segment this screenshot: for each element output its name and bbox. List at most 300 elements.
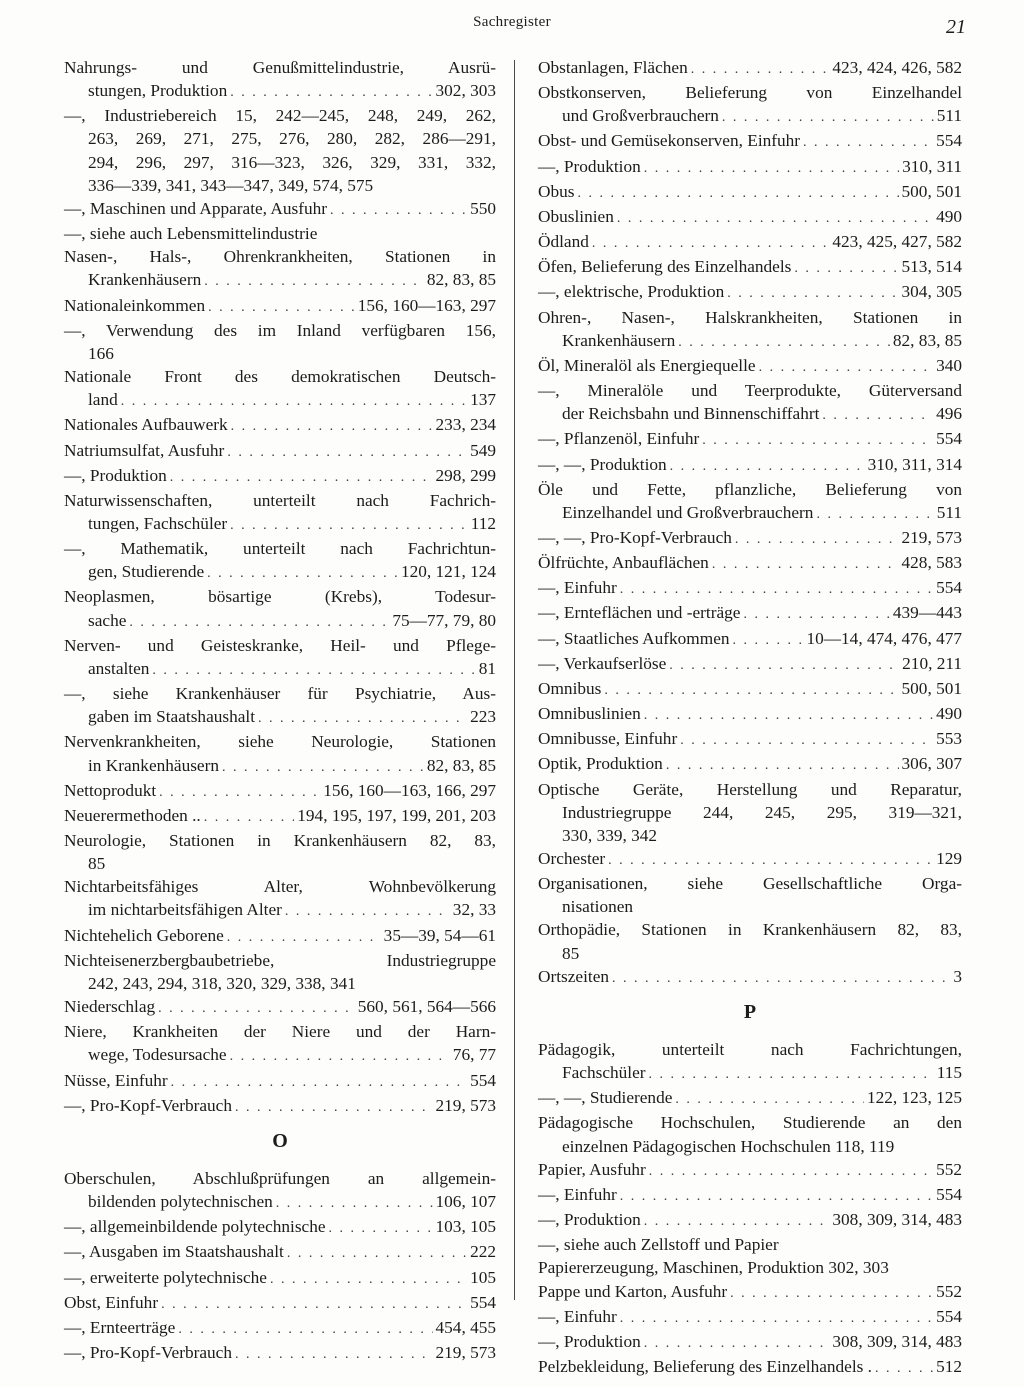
index-entry xyxy=(64,682,496,730)
page-references: 554 xyxy=(936,131,962,151)
page-references: 308, 309, 314, 483 xyxy=(832,1331,962,1351)
index-locator-line xyxy=(538,601,962,626)
index-locator-line xyxy=(538,1086,962,1111)
index-term-text: gen, Studierende xyxy=(88,562,205,582)
index-entry xyxy=(64,1020,496,1068)
dot-leader xyxy=(722,106,934,129)
index-entry xyxy=(64,1341,496,1366)
page-references: 512 xyxy=(936,1356,962,1376)
page-references: 3 xyxy=(953,966,962,986)
index-locator-line xyxy=(538,129,962,154)
dot-leader xyxy=(170,466,433,489)
index-entry-heading: Organisationen, siehe Gesellschaftliche Orga- xyxy=(538,874,962,894)
index-entry xyxy=(64,634,496,682)
index-locator-line xyxy=(538,551,962,576)
index-entry-heading: Nichteisenerzbergbaubetriebe, Industriegruppe xyxy=(64,950,496,970)
index-locator-line xyxy=(538,453,962,478)
dot-leader xyxy=(612,967,950,990)
index-locator-line xyxy=(538,155,962,180)
index-entry-heading: Niere, Krankheiten der Niere und der Harn- xyxy=(64,1022,496,1042)
dot-leader xyxy=(822,404,933,427)
index-entry xyxy=(538,601,962,626)
dot-leader xyxy=(329,1217,433,1240)
index-term-text: tungen, Fachschüler xyxy=(88,513,228,533)
index-entry-heading: Neoplasmen, bösartige (Krebs), Todesur- xyxy=(64,587,496,607)
index-locator-line xyxy=(538,1158,962,1183)
index-term-text: Nationaleinkommen xyxy=(64,295,206,315)
dot-leader xyxy=(794,257,898,280)
index-locator-line xyxy=(538,1305,962,1330)
page-references: 500, 501 xyxy=(901,678,962,698)
index-entry xyxy=(64,730,496,778)
dot-leader xyxy=(227,926,381,949)
index-entry xyxy=(64,779,496,804)
index-locator-line xyxy=(64,1043,496,1068)
index-entry-heading: —, Mathematik, unterteilt nach Fachrichtun- xyxy=(64,539,496,559)
dot-leader xyxy=(161,1293,467,1316)
dot-leader xyxy=(171,1071,467,1094)
page-references: 306, 307 xyxy=(901,754,962,774)
index-entry xyxy=(538,81,962,129)
page-references: 554 xyxy=(936,429,962,449)
page-references: 302, 303 xyxy=(435,81,496,101)
index-locator-line xyxy=(64,1190,496,1215)
index-term-text: —, elektrische, Produktion xyxy=(538,282,725,302)
dot-leader xyxy=(620,1307,933,1330)
index-term-text: Nationales Aufbauwerk xyxy=(64,415,228,435)
page-references: 219, 573 xyxy=(901,527,962,547)
index-locator-line xyxy=(64,79,496,104)
index-entry-continuation: 85 xyxy=(562,943,580,963)
index-locator-line xyxy=(538,576,962,601)
index-locator-line xyxy=(64,1094,496,1119)
index-term-text: Fachschüler xyxy=(562,1063,646,1083)
index-entry xyxy=(64,222,496,245)
page-references: 233, 234 xyxy=(435,415,496,435)
index-locator-line xyxy=(538,427,962,452)
index-entry-heading: —, Mineralöle und Teerprodukte, Güterversand xyxy=(538,381,962,401)
index-locator-line xyxy=(64,657,496,682)
index-locator-line xyxy=(538,1183,962,1208)
index-entry xyxy=(538,1038,962,1086)
index-locator-line xyxy=(538,1330,962,1355)
index-entry-continuation: 85 xyxy=(88,854,106,874)
index-locator-line xyxy=(64,512,496,537)
page-references: 552 xyxy=(936,1281,962,1301)
dot-leader xyxy=(644,157,899,180)
index-term-text: —, Ernteerträge xyxy=(64,1317,176,1337)
dot-leader xyxy=(121,390,467,413)
index-entry xyxy=(538,727,962,752)
page-references: 82, 83, 85 xyxy=(892,330,962,350)
dot-leader xyxy=(204,270,424,293)
index-term-text: Öfen, Belieferung des Einzelhandels xyxy=(538,257,792,277)
index-term-text: Ölfrüchte, Anbauflächen xyxy=(538,553,709,573)
index-term-text: —, Produktion xyxy=(538,1210,641,1230)
index-term-text: Omnibusse, Einfuhr xyxy=(538,729,678,749)
index-entry xyxy=(538,752,962,777)
index-entry xyxy=(538,526,962,551)
dot-leader xyxy=(231,415,433,438)
index-entry xyxy=(538,1355,962,1380)
index-locator-line xyxy=(64,268,496,293)
index-term-text: —, Pro-Kopf-Verbrauch xyxy=(64,1342,232,1362)
page-references: 120, 121, 124 xyxy=(400,562,496,582)
index-entry-heading: Nasen-, Hals-, Ohrenkrankheiten, Stationen in xyxy=(64,247,496,267)
index-entry-continuation: nisationen xyxy=(562,897,634,917)
index-entry xyxy=(538,379,962,427)
index-entry-heading: Pädagogik, unterteilt nach Fachrichtungen, xyxy=(538,1039,962,1059)
page-references: 112 xyxy=(470,513,496,533)
index-term-text: im nichtarbeitsfähigen Alter xyxy=(88,900,282,920)
index-entry xyxy=(64,413,496,438)
index-entry xyxy=(538,1086,962,1111)
index-entry xyxy=(538,551,962,576)
page-references: 308, 309, 314, 483 xyxy=(832,1210,962,1230)
index-locator-line xyxy=(538,1355,962,1380)
dot-leader xyxy=(670,455,865,478)
dot-leader xyxy=(620,1185,933,1208)
index-entry xyxy=(64,949,496,995)
dot-leader xyxy=(276,1192,433,1215)
page-references: 553 xyxy=(936,729,962,749)
dot-leader xyxy=(330,199,467,222)
index-term-text: —, allgemeinbildende polytechnische xyxy=(64,1217,326,1237)
index-locator-line xyxy=(538,104,962,129)
page-references: 10—14, 474, 476, 477 xyxy=(806,628,962,648)
index-term-text: Nettoprodukt xyxy=(64,780,157,800)
index-locator-line xyxy=(64,1316,496,1341)
dot-leader xyxy=(230,514,468,537)
index-entry xyxy=(538,255,962,280)
index-term-text: Krankenhäusern xyxy=(88,270,202,290)
index-entry xyxy=(64,1266,496,1291)
index-term-text: —, Einfuhr xyxy=(538,1306,617,1326)
index-locator-line xyxy=(64,294,496,319)
index-column-left xyxy=(64,56,496,1366)
page-references: 554 xyxy=(470,1070,496,1090)
index-term-text: —, Staatliches Aufkommen xyxy=(538,628,730,648)
page-references: 223 xyxy=(470,707,496,727)
dot-leader xyxy=(735,528,899,551)
index-term-text: der Reichsbahn und Binnenschiffahrt xyxy=(562,404,820,424)
index-entry xyxy=(64,1069,496,1094)
index-term-text: Neuerermethoden .. xyxy=(64,805,201,825)
index-entry xyxy=(64,464,496,489)
index-term-text: —, Pro-Kopf-Verbrauch xyxy=(64,1095,232,1115)
dot-leader xyxy=(230,1045,450,1068)
index-locator-line xyxy=(64,779,496,804)
index-term-text: Niederschlag xyxy=(64,997,156,1017)
index-term-text: in Krankenhäusern xyxy=(88,755,220,775)
index-entry-continuation: einzelnen Pädagogischen Hochschulen 118, 119 xyxy=(562,1136,895,1156)
index-locator-line xyxy=(538,180,962,205)
index-term-text: Obst, Einfuhr xyxy=(64,1292,159,1312)
index-entry-continuation: 242, 243, 294, 318, 320, 329, 338, 341 xyxy=(88,973,356,993)
page-references: 560, 561, 564—566 xyxy=(357,997,496,1017)
index-entry xyxy=(64,197,496,222)
dot-leader xyxy=(675,1088,864,1111)
index-entry xyxy=(538,1305,962,1330)
index-entry xyxy=(538,230,962,255)
dot-leader xyxy=(270,1268,467,1291)
dot-leader xyxy=(158,997,355,1020)
index-entry xyxy=(538,652,962,677)
page-references: 222 xyxy=(470,1242,496,1262)
dot-leader xyxy=(208,296,355,319)
index-term-text: —, —, Studierende xyxy=(538,1088,673,1108)
index-entry xyxy=(538,576,962,601)
dot-leader xyxy=(178,1318,432,1341)
dot-leader xyxy=(730,1282,933,1305)
index-entry xyxy=(538,1330,962,1355)
page-references: 423, 425, 427, 582 xyxy=(832,232,962,252)
index-term-text: Obstanlagen, Flächen xyxy=(538,58,688,77)
index-locator-line xyxy=(538,727,962,752)
index-entry xyxy=(64,104,496,197)
page-references: 423, 424, 426, 582 xyxy=(832,58,962,77)
index-entry xyxy=(538,847,962,872)
index-entry xyxy=(64,365,496,413)
index-term-text: —, —, Produktion xyxy=(538,454,667,474)
index-entry xyxy=(64,294,496,319)
page-references: 428, 583 xyxy=(901,553,962,573)
page-references: 500, 501 xyxy=(901,181,962,201)
index-locator-line xyxy=(538,255,962,280)
index-locator-line xyxy=(538,230,962,255)
index-entry-heading: Ohren-, Nasen-, Halskrankheiten, Stationen in xyxy=(538,307,962,327)
page-references: 81 xyxy=(478,658,496,678)
index-locator-line xyxy=(64,1240,496,1265)
index-entry xyxy=(538,129,962,154)
index-entry xyxy=(538,478,962,526)
index-entry xyxy=(538,1183,962,1208)
index-term-text: —, Einfuhr xyxy=(538,1184,617,1204)
index-entry-heading: —, siehe auch Zellstoff und Papier xyxy=(538,1235,779,1255)
dot-leader xyxy=(258,707,467,730)
index-locator-line xyxy=(538,526,962,551)
page-references: 490 xyxy=(936,206,962,226)
dot-leader xyxy=(649,1063,934,1086)
index-entry-heading: Obstkonserven, Belieferung von Einzelhandel xyxy=(538,83,962,103)
dot-leader xyxy=(129,611,389,634)
page-references: 554 xyxy=(936,1184,962,1204)
dot-leader xyxy=(816,503,933,526)
index-entry xyxy=(538,56,962,81)
index-locator-line xyxy=(64,1341,496,1366)
index-locator-line xyxy=(64,898,496,923)
index-locator-line xyxy=(64,754,496,779)
index-entry xyxy=(538,180,962,205)
index-entry-heading: Öle und Fette, pflanzliche, Belieferung von xyxy=(538,479,962,499)
index-locator-line xyxy=(538,652,962,677)
index-entry xyxy=(538,872,962,918)
index-entry xyxy=(64,1167,496,1215)
index-term-text: wege, Todesursache xyxy=(88,1045,227,1065)
index-entry xyxy=(538,702,962,727)
index-entry-heading: Nationale Front des demokratischen Deutsch- xyxy=(64,367,496,387)
dot-leader xyxy=(152,659,475,682)
index-entry-heading: Optische Geräte, Herstellung und Reparatur, xyxy=(538,779,962,799)
index-term-text: Papier, Ausfuhr xyxy=(538,1159,646,1179)
dot-leader xyxy=(666,754,899,777)
page-references: 129 xyxy=(936,849,962,868)
index-entry-heading: Nerven- und Geisteskranke, Heil- und Pflege- xyxy=(64,635,496,655)
page-references: 552 xyxy=(936,1159,962,1179)
page-references: 137 xyxy=(470,390,496,410)
page-references: 554 xyxy=(936,1306,962,1326)
index-entry xyxy=(538,627,962,652)
dot-leader xyxy=(235,1343,433,1366)
index-locator-line xyxy=(538,1208,962,1233)
index-entry xyxy=(538,1280,962,1305)
index-entry-heading: —, Verwendung des im Inland verfügbaren 156, xyxy=(64,320,496,340)
index-locator-line xyxy=(64,439,496,464)
index-entry xyxy=(64,1215,496,1240)
page-references: 298, 299 xyxy=(435,465,496,485)
index-term-text: Krankenhäusern xyxy=(562,330,676,350)
index-term-text: Öl, Mineralöl als Energiequelle xyxy=(538,355,756,375)
page-references: 156, 160—163, 166, 297 xyxy=(323,780,496,800)
dot-leader xyxy=(235,1096,433,1119)
index-entry xyxy=(64,245,496,293)
index-entry-heading: Oberschulen, Abschlußprüfungen an allgemein- xyxy=(64,1168,496,1188)
dot-leader xyxy=(680,729,933,752)
dot-leader xyxy=(592,232,830,255)
index-term-text: Ortszeiten xyxy=(538,966,610,986)
index-entry xyxy=(538,965,962,990)
index-entry xyxy=(538,427,962,452)
index-entry xyxy=(64,537,496,585)
page-references: 115 xyxy=(936,1063,962,1083)
index-locator-line xyxy=(64,413,496,438)
index-entry xyxy=(64,1240,496,1265)
page-references: 554 xyxy=(936,578,962,598)
index-term-text: Obuslinien xyxy=(538,206,614,226)
page-references: 122, 123, 125 xyxy=(866,1088,962,1108)
index-term-text: und Großverbrauchern xyxy=(562,106,719,126)
dot-leader xyxy=(649,1160,933,1183)
index-entry-heading: Pädagogische Hochschulen, Studierende an den xyxy=(538,1113,962,1133)
dot-leader xyxy=(733,629,804,652)
index-entry xyxy=(64,1291,496,1316)
index-entry-continuation: Industriegruppe 244, 245, 295, 319—321, xyxy=(562,802,962,822)
index-locator-line xyxy=(64,705,496,730)
index-entry xyxy=(538,280,962,305)
page-references: 194, 195, 197, 199, 201, 203 xyxy=(297,805,496,825)
index-entry-continuation: 330, 339, 342 xyxy=(562,825,658,845)
index-term-text: —, Produktion xyxy=(538,156,641,176)
dot-leader xyxy=(620,578,933,601)
index-term-text: —, Ernteflächen und -erträge xyxy=(538,603,741,623)
page-references: 511 xyxy=(936,502,962,522)
index-locator-line xyxy=(538,627,962,652)
index-term-text: —, Ausgaben im Staatshaushalt xyxy=(64,1242,284,1262)
index-entry xyxy=(64,804,496,829)
page-references: 103, 105 xyxy=(435,1217,496,1237)
dot-leader xyxy=(743,603,889,626)
dot-leader xyxy=(644,1210,830,1233)
index-locator-line xyxy=(64,197,496,222)
index-term-text: Nichtehelich Geborene xyxy=(64,925,224,945)
dot-leader xyxy=(727,282,898,305)
index-entry xyxy=(64,924,496,949)
index-locator-line xyxy=(64,1215,496,1240)
index-locator-line xyxy=(538,752,962,777)
page-references: 439—443 xyxy=(892,603,962,623)
index-entry xyxy=(64,489,496,537)
index-entry xyxy=(64,1094,496,1119)
index-locator-line xyxy=(64,388,496,413)
index-term-text: —, —, Pro-Kopf-Verbrauch xyxy=(538,527,732,547)
index-entry xyxy=(64,56,496,104)
dot-leader xyxy=(644,704,933,727)
index-entry xyxy=(538,1233,962,1256)
dot-leader xyxy=(644,1332,830,1355)
section-letter-heading: O xyxy=(272,1129,288,1152)
index-locator-line xyxy=(538,1280,962,1305)
index-locator-line xyxy=(64,924,496,949)
page-references: 511 xyxy=(936,106,962,126)
page-references: 513, 514 xyxy=(901,257,962,277)
page-references: 496 xyxy=(936,404,962,424)
index-entry xyxy=(64,829,496,875)
column-divider xyxy=(514,60,515,1300)
page-references: 35—39, 54—61 xyxy=(383,925,496,945)
index-entry-heading: Nahrungs- und Genußmittelindustrie, Ausrü- xyxy=(64,58,496,77)
index-term-text: Nüsse, Einfuhr xyxy=(64,1070,168,1090)
index-locator-line xyxy=(538,280,962,305)
dot-leader xyxy=(159,781,320,804)
index-locator-line xyxy=(64,609,496,634)
index-locator-line xyxy=(64,464,496,489)
page-references: 219, 573 xyxy=(435,1342,496,1362)
index-term-text: Obus xyxy=(538,181,575,201)
index-locator-line xyxy=(64,560,496,585)
index-entry-heading: —, siehe Krankenhäuser für Psychiatrie, Aus- xyxy=(64,684,496,704)
index-term-text: Omnibus xyxy=(538,678,602,698)
page-references: 32, 33 xyxy=(452,900,496,920)
page-references: 490 xyxy=(936,704,962,724)
page-references: 106, 107 xyxy=(435,1192,496,1212)
index-term-text: Omnibuslinien xyxy=(538,704,641,724)
dot-leader xyxy=(578,182,899,205)
page-references: 219, 573 xyxy=(435,1095,496,1115)
index-term-text: —, Einfuhr xyxy=(538,578,617,598)
index-entry xyxy=(538,205,962,230)
index-term-text: gaben im Staatshaushalt xyxy=(88,707,256,727)
page-references: 340 xyxy=(936,355,962,375)
index-entry-heading: Papiererzeugung, Maschinen, Produktion 302, 303 xyxy=(538,1258,889,1278)
page-references: 75—77, 79, 80 xyxy=(392,610,496,630)
dot-leader xyxy=(287,1242,467,1265)
index-entry xyxy=(538,1111,962,1157)
dot-leader xyxy=(678,331,890,354)
page-references: 550 xyxy=(470,198,496,218)
index-locator-line xyxy=(538,677,962,702)
dot-leader xyxy=(803,131,933,154)
index-entry xyxy=(538,1256,962,1279)
index-term-text: —, Maschinen und Apparate, Ausfuhr xyxy=(64,198,328,218)
dot-leader xyxy=(204,806,295,829)
index-term-text: anstalten xyxy=(88,658,150,678)
index-entry xyxy=(538,306,962,354)
index-entry-continuation: 294, 296, 297, 316—323, 326, 329, 331, 332, xyxy=(88,152,496,172)
index-locator-line xyxy=(538,965,962,990)
page-references: 76, 77 xyxy=(452,1045,496,1065)
index-entry-heading: —, siehe auch Lebensmittelindustrie xyxy=(64,224,318,244)
index-term-text: —, erweiterte polytechnische xyxy=(64,1267,267,1287)
